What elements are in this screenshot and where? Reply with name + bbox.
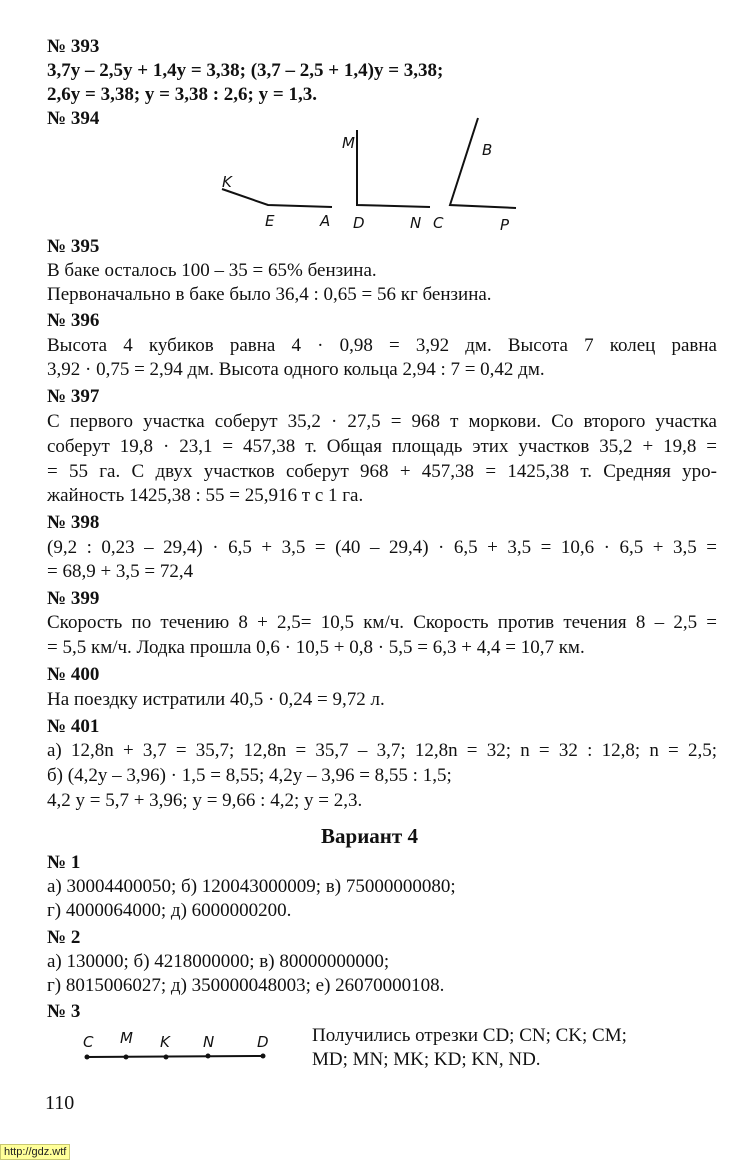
text-line: г) 8015006027; д) 350000048003; е) 26070000108. (47, 975, 445, 996)
label-b: B (482, 141, 493, 159)
label-n3: N (203, 1033, 215, 1051)
label-d3: D (257, 1033, 269, 1051)
text-line: 3,92 · 0,75 = 2,94 дм. Высота одного кольца 2,94 : 7 = 0,42 дм. (47, 359, 545, 380)
text-line: б) (4,2y – 3,96) · 1,5 = 8,55; 4,2y – 3,96 = 8,55 : 1,5; (47, 765, 452, 786)
problem-heading: № 2 (47, 927, 81, 948)
problem-heading: № 400 (47, 664, 100, 685)
label-p: P (500, 216, 510, 234)
problem-heading: № 393 (47, 36, 100, 57)
problem-heading: № 3 (47, 1001, 81, 1022)
answer-3-line-1: Получились отрезки CD; CN; CK; CM; (312, 1025, 627, 1046)
problem-heading: № 1 (47, 852, 81, 873)
label-d: D (353, 214, 365, 232)
angle-bcp (450, 118, 516, 208)
variant-title: Вариант 4 (321, 824, 418, 848)
figure-3-segment (85, 1054, 266, 1060)
text-line: соберут 19,8 · 23,1 = 457,38 т. Общая площадь этих участков 35,2 + 19,8 = (47, 436, 717, 457)
answer-3-line-2: MD; MN; MK; KD; KN, ND. (312, 1049, 541, 1070)
label-n: N (410, 214, 422, 232)
label-m3: M (120, 1029, 133, 1047)
text-line: В баке осталось 100 – 35 = 65% бензина. (47, 260, 377, 281)
problem-heading: № 397 (47, 386, 100, 407)
text-line: = 68,9 + 3,5 = 72,4 (47, 561, 194, 582)
problem-heading: № 395 (47, 236, 100, 257)
page-number: 110 (45, 1092, 75, 1114)
text-line: (9,2 : 0,23 – 29,4) · 6,5 + 3,5 = (40 – 29,4) · 6,5 + 3,5 = 10,6 · 6,5 + 3,5 = (47, 537, 717, 558)
problem-heading: № 399 (47, 588, 100, 609)
figure-394-angles (222, 118, 516, 208)
problem-heading: № 394 (47, 108, 100, 129)
text-line: = 55 га. С двух участков соберут 968 + 457,38 = 1425,38 т. Средняя уро- (47, 461, 717, 482)
text-line: жайность 1425,38 : 55 = 25,916 т с 1 га. (47, 485, 364, 506)
watermark-link[interactable]: http://gdz.wtf (0, 1144, 70, 1160)
problem-heading: № 401 (47, 716, 100, 737)
problem-heading: 2,6y = 3,38; y = 3,38 : 2,6; y = 1,3. (47, 84, 317, 105)
label-e: E (265, 212, 275, 230)
text-line: На поездку истратили 40,5 · 0,24 = 9,72 л. (47, 689, 385, 710)
label-a: A (320, 212, 331, 230)
text-line: г) 4000064000; д) 6000000200. (47, 900, 292, 921)
label-m: M (342, 134, 355, 152)
problem-heading: 3,7y – 2,5y + 1,4y = 3,38; (3,7 – 2,5 + 1,4)y = 3,38; (47, 60, 444, 81)
text-line: С первого участка соберут 35,2 · 27,5 = 968 т моркови. Со второго участка (47, 411, 717, 432)
angle-kea (222, 189, 332, 207)
text-line: Первоначально в баке было 36,4 : 0,65 = 56 кг бензина. (47, 284, 492, 305)
label-k: K (222, 173, 232, 191)
problem-heading: № 396 (47, 310, 100, 331)
label-c3: C (83, 1033, 94, 1051)
text-line: Высота 4 кубиков равна 4 · 0,98 = 3,92 дм. Высота 7 колец равна (47, 335, 717, 356)
text-line: а) 30004400050; б) 120043000009; в) 75000000080; (47, 876, 456, 897)
text-line: а) 130000; б) 4218000000; в) 80000000000; (47, 951, 390, 972)
problem-heading: № 398 (47, 512, 100, 533)
text-line: Скорость по течению 8 + 2,5= 10,5 км/ч. Скорость против течения 8 – 2,5 = (47, 612, 717, 633)
text-line: = 5,5 км/ч. Лодка прошла 0,6 · 10,5 + 0,8 · 5,5 = 6,3 + 4,4 = 10,7 км. (47, 637, 585, 658)
label-c: C (433, 214, 444, 232)
text-line: а) 12,8n + 3,7 = 35,7; 12,8n = 35,7 – 3,7; 12,8n = 32; n = 32 : 12,8; n = 2,5; (47, 740, 717, 761)
angle-mdn (357, 130, 430, 207)
text-line: 4,2 y = 5,7 + 3,96; y = 9,66 : 4,2; y = 2,3. (47, 790, 363, 811)
label-k3: K (160, 1033, 170, 1051)
